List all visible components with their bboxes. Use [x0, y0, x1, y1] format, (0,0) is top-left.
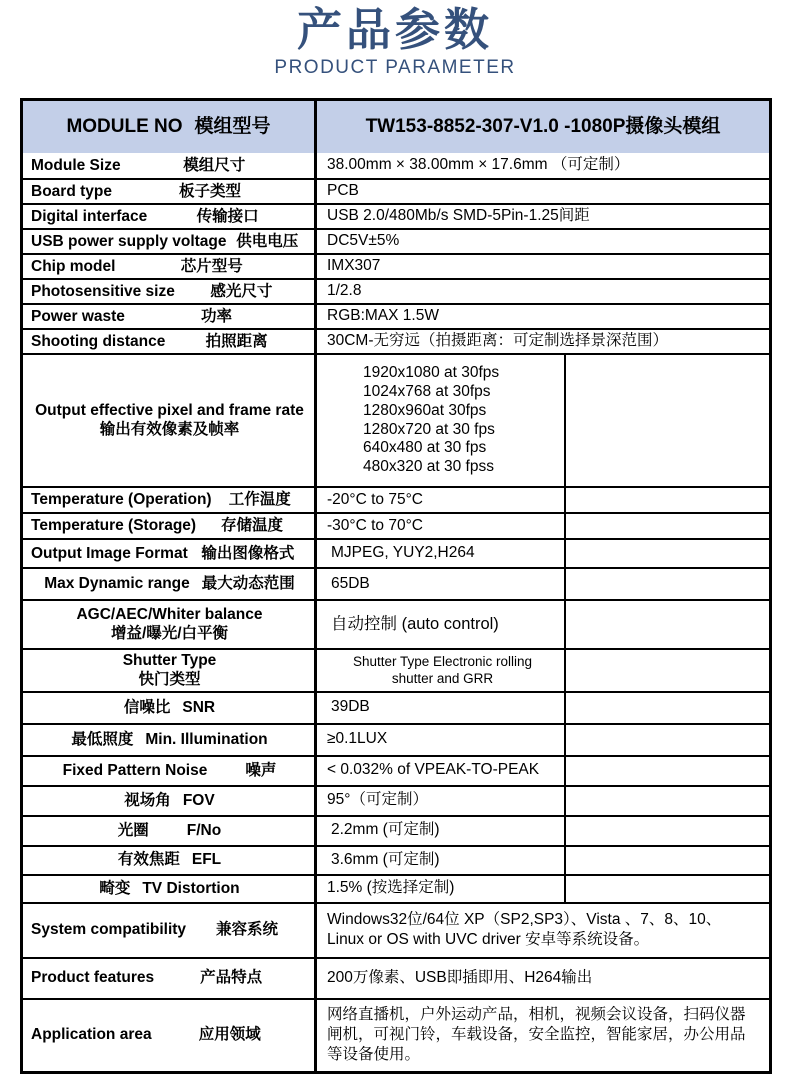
row-value-line: 200万像素、USB即插即用、H264输出: [327, 968, 593, 986]
row-value-cell: [317, 230, 769, 253]
row-label-part2: 芯片型号: [180, 257, 243, 275]
row-value-cell: [317, 569, 564, 599]
row-label-part1: 光圈: [117, 821, 149, 839]
row-label-cell: [23, 355, 317, 486]
row-value-cell: [317, 280, 769, 303]
row-value-line: PCB: [327, 182, 359, 200]
row-label-cell: [23, 601, 317, 648]
row-label-cell: [23, 280, 317, 303]
row-value-line: 自动控制 (auto control): [331, 614, 499, 633]
row-label-part1: Application area: [31, 1026, 152, 1044]
row-empty-cell: [564, 693, 769, 723]
row-value-line: USB 2.0/480Mb/s SMD-5Pin-1.25间距: [327, 207, 590, 225]
row-label-cell: [23, 488, 317, 512]
row-label-part2: 功率: [200, 307, 232, 325]
row-value-cell: [317, 693, 564, 723]
table-row: [23, 278, 769, 303]
row-value-line: 1920x1080 at 30fps: [363, 363, 500, 381]
row-label-cell: [23, 847, 317, 874]
row-empty-cell: [564, 355, 769, 486]
row-empty-cell: [564, 725, 769, 755]
row-value-line: < 0.032% of VPEAK-TO-PEAK: [327, 761, 540, 779]
row-label-cell: [23, 904, 317, 957]
row-value-line: 1280x720 at 30 fps: [363, 420, 495, 438]
table-row: [23, 486, 769, 512]
row-label-part2: 感光尺寸: [210, 282, 273, 300]
row-value-cell: [317, 847, 564, 874]
page-header: [0, 0, 790, 79]
row-label-part1: 最低照度: [71, 730, 134, 748]
row-label-cell: [23, 725, 317, 755]
table-row: [23, 957, 769, 998]
row-label-cell: [23, 255, 317, 278]
row-value-cell: [317, 255, 769, 278]
row-label-part2: 噪声: [245, 761, 277, 779]
row-label-part2: SNR: [182, 698, 216, 716]
row-label-part1: Shutter Type: [122, 652, 217, 669]
row-label-cell: [23, 1000, 317, 1071]
row-value-line: -30°C to 70°C: [327, 516, 423, 534]
row-value-cell: [317, 205, 769, 228]
row-label-part1: Module Size: [31, 156, 121, 174]
row-value-line: RGB:MAX 1.5W: [327, 307, 439, 325]
row-value-line: 2.2mm (可定制): [331, 821, 440, 839]
row-label-part1: System compatibility: [31, 921, 187, 939]
row-value-cell: [317, 757, 564, 785]
row-value-line: 1.5% (按选择定制): [327, 879, 455, 897]
row-value-line: Windows32位/64位 XP（SP2,SP3）、Vista 、7、8、10、: [327, 910, 722, 928]
row-value-line: 640x480 at 30 fps: [363, 439, 487, 457]
row-value-cell: [317, 876, 564, 902]
row-value-line: 3.6mm (可定制): [331, 850, 440, 868]
header-label-zh: 模组型号: [194, 116, 271, 138]
row-label-part1: 畸变: [99, 879, 131, 897]
row-label-part2: EFL: [191, 851, 222, 869]
row-label-part2: 输出图像格式: [201, 544, 295, 562]
row-label-part2: 工作温度: [228, 491, 291, 509]
row-value-line: ≥0.1LUX: [327, 730, 388, 748]
row-label-part2: 增益/曝光/白平衡: [110, 625, 229, 642]
row-label-part1: Board type: [31, 182, 112, 200]
table-row: [23, 599, 769, 648]
spec-table-body: [23, 153, 769, 1071]
row-label-part1: 视场角: [124, 791, 171, 809]
row-label-part2: F/No: [186, 821, 222, 839]
row-label-part1: Chip model: [31, 257, 116, 275]
row-label-cell: [23, 876, 317, 902]
row-label-cell: [23, 153, 317, 178]
page-title: 产品参数: [296, 4, 493, 55]
table-row: [23, 538, 769, 567]
table-row: [23, 691, 769, 723]
row-empty-cell: [564, 601, 769, 648]
row-value-line: 65DB: [331, 574, 370, 592]
page-subtitle: PRODUCT PARAMETER: [274, 56, 516, 78]
row-value-cell: [317, 514, 564, 538]
row-label-cell: [23, 569, 317, 599]
row-value-line: 1280x960at 30fps: [363, 401, 487, 419]
table-row: [23, 178, 769, 203]
row-empty-cell: [564, 540, 769, 567]
row-label-part1: Output effective pixel and frame rate: [35, 402, 304, 420]
row-value-line: 39DB: [331, 698, 370, 716]
row-label-part1: 有效焦距: [117, 851, 180, 869]
row-empty-cell: [564, 488, 769, 512]
row-label-part2: 应用领域: [198, 1026, 261, 1044]
row-value-cell: [317, 153, 769, 178]
row-value-line: shutter and GRR: [391, 671, 494, 687]
row-value-cell: [317, 1000, 769, 1071]
row-label-part2: 输出有效像素及帧率: [99, 421, 240, 438]
row-value-cell: [317, 540, 564, 567]
row-value-line: -20°C to 75°C: [327, 490, 423, 508]
row-label-part2: 最大动态范围: [201, 575, 295, 593]
table-row: [23, 203, 769, 228]
row-label-part2: 板子类型: [178, 182, 241, 200]
row-label-part2: 兼容系统: [216, 921, 279, 939]
row-label-cell: [23, 757, 317, 785]
table-row: [23, 648, 769, 691]
row-label-cell: [23, 205, 317, 228]
row-label-cell: [23, 330, 317, 353]
row-label-cell: [23, 180, 317, 203]
row-label-part2: 模组尺寸: [183, 156, 246, 174]
row-label-part2: Min. Illumination: [145, 730, 268, 748]
row-value-cell: [317, 355, 564, 486]
row-label-part1: Max Dynamic range: [44, 575, 190, 593]
row-empty-cell: [564, 876, 769, 902]
row-label-cell: [23, 817, 317, 845]
row-value-line: Linux or OS with UVC driver 安卓等系统设备。: [327, 931, 650, 949]
table-header-row: [23, 101, 769, 153]
row-label-part1: AGC/AEC/Whiter balance: [76, 606, 263, 624]
row-empty-cell: [564, 787, 769, 815]
header-value: TW153-8852-307-V1.0 -1080P摄像头模组: [365, 115, 721, 137]
row-value-cell: [317, 959, 769, 998]
row-value-line: 1/2.8: [327, 282, 362, 300]
row-value-line: MJPEG, YUY2,H264: [331, 544, 475, 562]
header-label-en: MODULE NO: [66, 116, 183, 138]
row-value-cell: [317, 725, 564, 755]
row-empty-cell: [564, 514, 769, 538]
row-value-cell: [317, 601, 564, 648]
table-row: [23, 353, 769, 486]
table-row: [23, 874, 769, 902]
row-value-line: 网络直播机，户外运动产品，相机，视频会议设备，扫码仪器: [327, 1005, 746, 1023]
row-label-cell: [23, 230, 317, 253]
table-row: [23, 303, 769, 328]
table-row: [23, 567, 769, 599]
row-label-part1: Fixed Pattern Noise: [62, 761, 208, 779]
row-value-cell: [317, 305, 769, 328]
spec-table: [20, 98, 772, 1074]
row-label-part1: Output Image Format: [31, 544, 188, 562]
row-label-part1: 信噪比: [123, 698, 171, 716]
row-value-line: 1024x768 at 30fps: [363, 382, 491, 400]
table-row: [23, 785, 769, 815]
row-value-cell: [317, 787, 564, 815]
header-value-cell: [317, 101, 769, 153]
row-label-part1: Product features: [31, 969, 155, 987]
row-value-line: 95°（可定制）: [327, 791, 428, 809]
row-label-cell: [23, 787, 317, 815]
row-value-line: 480x320 at 30 fpss: [363, 458, 494, 476]
row-value-cell: [317, 330, 769, 353]
row-label-cell: [23, 305, 317, 328]
row-label-part1: Temperature (Storage): [31, 517, 197, 535]
table-row: [23, 253, 769, 278]
row-label-part1: Temperature (Operation): [31, 491, 212, 509]
row-empty-cell: [564, 650, 769, 691]
row-label-part2: FOV: [182, 791, 215, 809]
table-row: [23, 512, 769, 538]
table-row: [23, 815, 769, 845]
row-value-line: 30CM-无穷远（拍摄距离：可定制选择景深范围）: [327, 332, 669, 350]
table-row: [23, 902, 769, 957]
row-value-line: 闸机，可视门铃，车载设备，安全监控，智能家居，办公用品: [327, 1026, 746, 1044]
row-label-part2: 供电电压: [236, 232, 299, 250]
row-label-part2: 产品特点: [200, 969, 263, 987]
row-label-part2: 存储温度: [221, 517, 284, 535]
row-label-part1: Digital interface: [31, 207, 148, 225]
row-value-line: IMX307: [327, 257, 381, 275]
table-row: [23, 755, 769, 785]
table-row: [23, 998, 769, 1071]
row-label-cell: [23, 514, 317, 538]
row-label-part2: 传输接口: [196, 207, 259, 225]
row-label-cell: [23, 693, 317, 723]
row-empty-cell: [564, 569, 769, 599]
row-label-cell: [23, 540, 317, 567]
row-empty-cell: [564, 757, 769, 785]
row-label-cell: [23, 650, 317, 691]
table-row: [23, 153, 769, 178]
header-label-cell: [23, 101, 317, 153]
row-value-cell: [317, 180, 769, 203]
row-value-line: Shutter Type Electronic rolling: [352, 653, 533, 669]
table-row: [23, 845, 769, 874]
row-value-cell: [317, 650, 564, 691]
table-row: [23, 328, 769, 353]
row-value-line: DC5V±5%: [327, 232, 400, 250]
table-row: [23, 723, 769, 755]
row-label-part2: 快门类型: [138, 670, 201, 688]
row-value-cell: [317, 488, 564, 512]
row-empty-cell: [564, 817, 769, 845]
row-label-part1: Shooting distance: [31, 332, 166, 350]
table-row: [23, 228, 769, 253]
row-value-cell: [317, 817, 564, 845]
row-value-line: 38.00mm × 38.00mm × 17.6mm （可定制）: [327, 156, 630, 174]
row-value-cell: [317, 904, 769, 957]
row-label-part1: Photosensitive size: [31, 282, 175, 300]
row-label-part1: USB power supply voltage: [31, 232, 227, 250]
row-empty-cell: [564, 847, 769, 874]
row-label-part1: Power waste: [31, 307, 125, 325]
row-value-line: 等设备使用。: [327, 1046, 421, 1064]
row-label-part2: TV Distortion: [142, 879, 240, 897]
row-label-cell: [23, 959, 317, 998]
row-label-part2: 拍照距离: [205, 332, 268, 350]
